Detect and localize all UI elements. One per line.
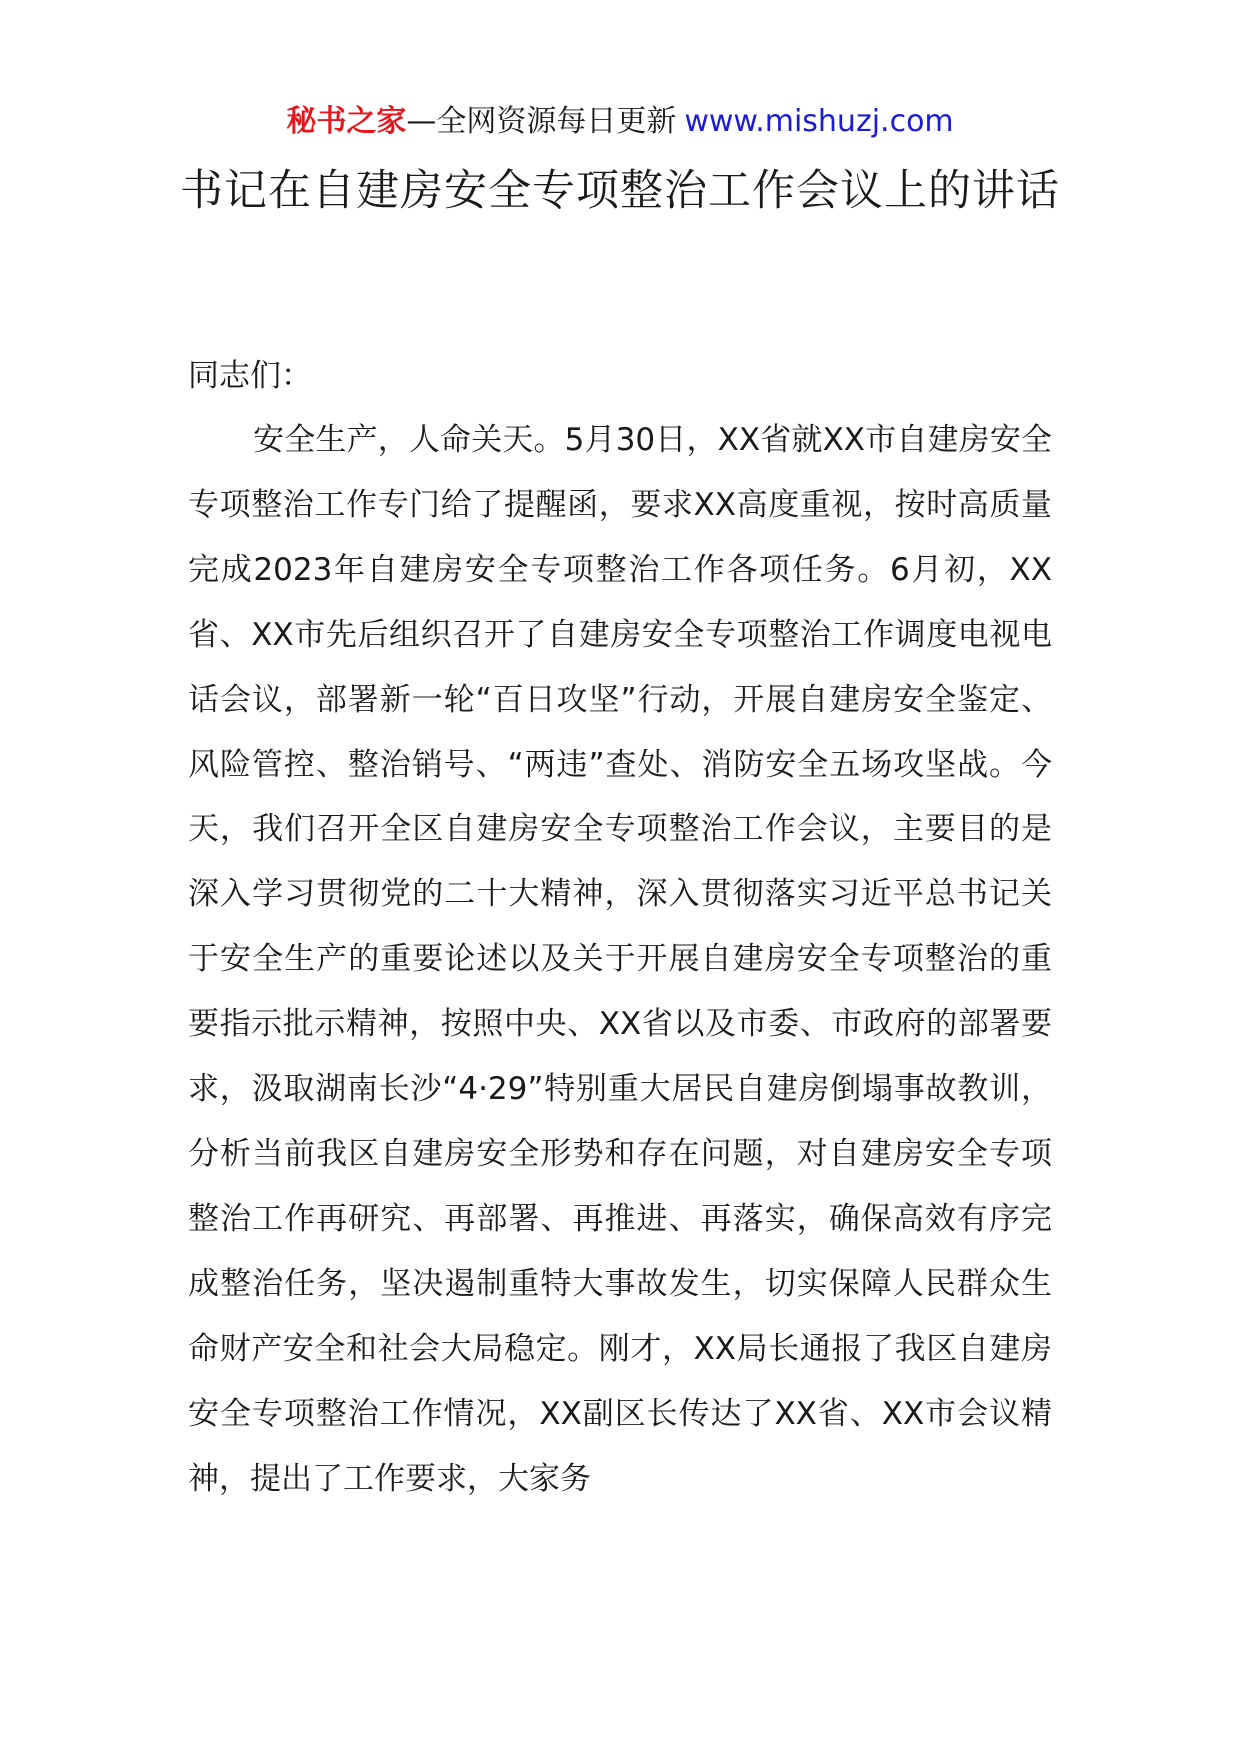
- header-banner: [0, 100, 1240, 144]
- header-tagline: —全网资源每日更新: [406, 104, 677, 139]
- body-paragraph: 安全生产，人命关天。5月30日，XX省就XX市自建房安全专项整治工作专门给了提醒函，要求XX高度重视，按时高质量完成2023年自建房安全专项整治工作各项任务。6月初，XX省、XX市先后组织召开了自建房安全专项整治工作调度电视电话会议，部署新一轮“百日攻坚”行动，开展自建房安全鉴定、风险管控、整治销号、“两违”查处、消防安全五场攻坚战。今天，我们召开全区自建房安全专项整治工作会议，主要目的是深入学习贯彻党的二十大精神，深入贯彻落实习近平总书记关于安全生产的重要论述以及关于开展自建房安全专项整治的重要指示批示精神，按照中央、XX省以及市委、市政府的部署要求，汲取湖南长沙“4·29”特别重大居民自建房倒塌事故教训，分析当前我区自建房安全形势和存在问题，对自建房安全专项整治工作再研究、再部署、再推进、再落实，确保高效有序完成整治任务，坚决遏制重特大事故发生，切实保障人民群众生命财产安全和社会大局稳定。刚才，XX局长通报了我区自建房安全专项整治工作情况，XX副区长传达了XX省、XX市会议精神，提出了工作要求，大家务: [188, 422, 1052, 1497]
- document-title: 书记在自建房安全专项整治工作会议上的讲话: [180, 166, 1060, 216]
- site-url-link[interactable]: www.mishuzj.com: [684, 104, 954, 139]
- brand-name: 秘书之家: [286, 104, 407, 139]
- salutation: 同志们：: [188, 358, 312, 394]
